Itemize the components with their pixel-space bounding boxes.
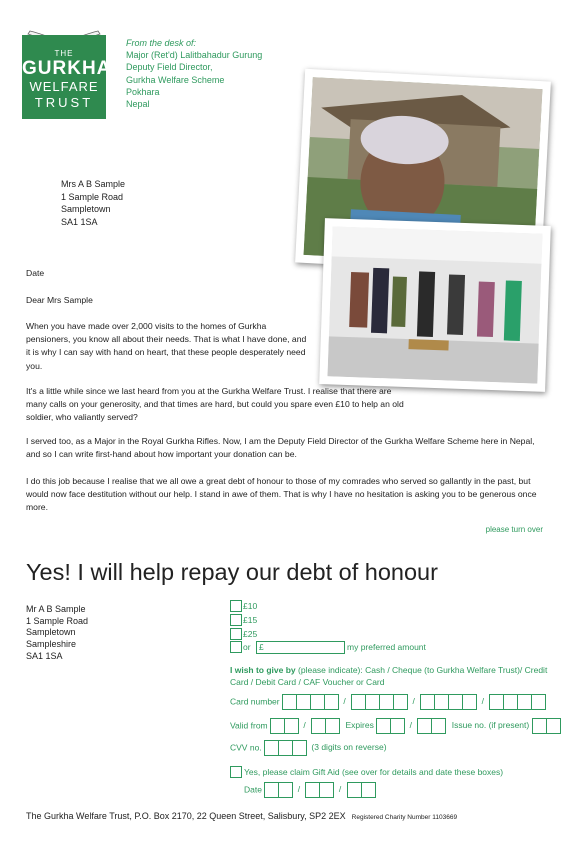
address-line: Sampleshire xyxy=(26,639,77,650)
valid-from-box[interactable] xyxy=(284,718,299,734)
card-dates-row xyxy=(230,718,560,734)
date-box[interactable] xyxy=(305,782,320,798)
cvv-box[interactable] xyxy=(292,740,307,756)
sender-line: Pokhara xyxy=(126,86,160,97)
payment-method-options: (please indicate): Cash / Cheque (to Gurkha Welfare Trust)/ Credit Card / Debit Card / CAF Voucher or Card xyxy=(230,665,548,687)
expires-box[interactable] xyxy=(417,718,432,734)
footer-address: The Gurkha Welfare Trust, P.O. Box 2170, 22 Queen Street, Salisbury, SP2 2EX xyxy=(26,811,346,821)
address-line: SA1 1SA xyxy=(61,216,98,227)
date-box[interactable] xyxy=(347,782,362,798)
logo-gurkha: GURKHA xyxy=(22,58,112,79)
expires-label: Expires xyxy=(345,720,374,731)
sender-intro: From the desk of: xyxy=(126,38,197,48)
logo-welfare: WELFARE xyxy=(29,79,99,94)
sender-line: Nepal xyxy=(126,99,150,110)
separator: / xyxy=(481,696,484,707)
letter-paragraph-4: I do this job because I realise that we all owe a great debt of honour to those of my comrades who served so gallantly in the past, but would now face destitution without our help. I stand in awe of them. That is why I have no hesitation is asking you to be generous once more. xyxy=(26,476,537,513)
recipient-address xyxy=(61,178,125,228)
letter-paragraph-1: When you have made over 2,000 visits to the homes of Gurkha pensioners, you know all about their needs. That is what I have done, and it is why I can say with hand on heart, that these people desperately need you. xyxy=(26,321,307,371)
please-turn-over: please turn over xyxy=(485,525,543,534)
date-box[interactable] xyxy=(264,782,279,798)
issue-no-box[interactable] xyxy=(546,718,561,734)
letter-salutation: Dear Mrs Sample xyxy=(26,295,93,305)
valid-from-box[interactable] xyxy=(270,718,285,734)
issue-no-label: Issue no. (if present) xyxy=(451,720,530,731)
card-digit-box[interactable] xyxy=(420,694,435,710)
card-digit-box[interactable] xyxy=(489,694,504,710)
address-line: Sampletown xyxy=(26,627,76,638)
separator: / xyxy=(409,720,412,731)
photo-group-of-pensioners xyxy=(319,218,551,392)
card-digit-box[interactable] xyxy=(517,694,532,710)
letter-paragraph-2: It's a little while since we last heard from you at the Gurkha Welfare Trust. I realise that there are many calls on your generosity, and that times are hard, but could you spare even £10 to help an old soldier, who valiantly served? xyxy=(26,386,404,423)
card-digit-box[interactable] xyxy=(282,694,297,710)
payment-method-text xyxy=(230,664,560,688)
address-line: Sampletown xyxy=(61,204,111,215)
expires-box[interactable] xyxy=(390,718,405,734)
card-digit-box[interactable] xyxy=(379,694,394,710)
logo-the: THE xyxy=(54,49,74,58)
gift-aid-date-row xyxy=(244,782,375,798)
gift-aid-checkbox[interactable] xyxy=(230,766,242,778)
address-line: 1 Sample Road xyxy=(26,615,89,626)
card-digit-box[interactable] xyxy=(393,694,408,710)
card-digit-box[interactable] xyxy=(531,694,546,710)
amount-10-checkbox[interactable] xyxy=(230,600,242,612)
card-number-row xyxy=(230,694,545,710)
separator: / xyxy=(343,696,346,707)
date-box[interactable] xyxy=(361,782,376,798)
logo-trust: TRUST xyxy=(34,95,94,110)
cvv-row xyxy=(230,740,387,756)
letter-paragraph-3: I served too, as a Major in the Royal Gurkha Rifles. Now, I am the Deputy Field Director of the Gurkha Welfare Scheme here in Nepal, and so I can write first-hand about how important your donation can be. xyxy=(26,436,535,460)
date-box[interactable] xyxy=(319,782,334,798)
preferred-amount-label: my preferred amount xyxy=(347,642,426,652)
card-digit-box[interactable] xyxy=(324,694,339,710)
card-digit-box[interactable] xyxy=(448,694,463,710)
cvv-box[interactable] xyxy=(278,740,293,756)
sender-line: Gurkha Welfare Scheme xyxy=(126,74,225,85)
letter-date: Date xyxy=(26,268,45,278)
custom-amount-checkbox[interactable] xyxy=(230,641,242,653)
cvv-label: CVV no. xyxy=(230,742,262,753)
valid-from-box[interactable] xyxy=(311,718,326,734)
custom-amount-field[interactable]: £ xyxy=(256,641,345,654)
form-address xyxy=(26,604,88,663)
separator: / xyxy=(412,696,415,707)
card-digit-box[interactable] xyxy=(503,694,518,710)
valid-from-box[interactable] xyxy=(325,718,340,734)
or-label: or xyxy=(243,642,251,652)
address-line: 1 Sample Road xyxy=(61,191,124,202)
card-digit-box[interactable] xyxy=(462,694,477,710)
address-line: Mr A B Sample xyxy=(26,604,86,614)
amount-25-label: £25 xyxy=(243,629,258,639)
expires-box[interactable] xyxy=(376,718,391,734)
separator: / xyxy=(338,784,342,795)
amount-15-checkbox[interactable] xyxy=(230,614,242,626)
issue-no-box[interactable] xyxy=(532,718,547,734)
trust-logo xyxy=(22,25,112,120)
gift-aid-label: Yes, please claim Gift Aid (see over for details and date these boxes) xyxy=(244,767,504,777)
card-digit-box[interactable] xyxy=(434,694,449,710)
address-line: Mrs A B Sample xyxy=(61,179,126,189)
card-digit-box[interactable] xyxy=(296,694,311,710)
sender-block xyxy=(126,37,262,110)
sender-line: Deputy Field Director, xyxy=(126,62,213,73)
amount-25-checkbox[interactable] xyxy=(230,628,242,640)
form-heading: Yes! I will help repay our debt of honour xyxy=(26,559,438,585)
card-digit-box[interactable] xyxy=(310,694,325,710)
amount-10-label: £10 xyxy=(243,601,258,611)
card-digit-box[interactable] xyxy=(365,694,380,710)
separator: / xyxy=(303,720,306,731)
footer xyxy=(26,811,457,821)
cvv-note: (3 digits on reverse) xyxy=(311,742,387,753)
payment-method-heading: I wish to give by xyxy=(230,665,296,675)
card-digit-box[interactable] xyxy=(351,694,366,710)
card-number-label: Card number xyxy=(230,696,280,707)
cvv-box[interactable] xyxy=(264,740,279,756)
address-line: SA1 1SA xyxy=(26,650,63,661)
date-box[interactable] xyxy=(278,782,293,798)
amount-15-label: £15 xyxy=(243,615,258,625)
date-label: Date xyxy=(244,784,262,795)
charity-number: Registered Charity Number 1103669 xyxy=(351,814,458,821)
sender-line: Major (Ret'd) Lalitbahadur Gurung xyxy=(126,50,263,61)
valid-from-label: Valid from xyxy=(230,720,268,731)
expires-box[interactable] xyxy=(431,718,446,734)
separator: / xyxy=(297,784,301,795)
